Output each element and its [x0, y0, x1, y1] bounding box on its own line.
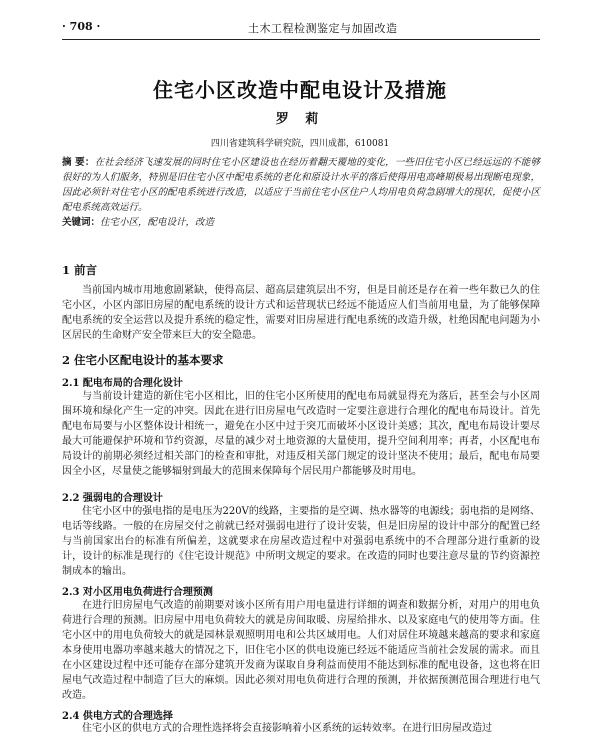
- journal-name: 土木工程检测鉴定与加固改造: [248, 22, 398, 35]
- subsection-heading-2-1: 2.1 配电布局的合理化设计: [62, 378, 183, 389]
- subsection-heading-2-4: 2.4 供电方式的合理选择: [62, 711, 173, 722]
- page-number: · 708 ·: [62, 20, 101, 33]
- subsection-2-3-body: [62, 598, 540, 703]
- paragraph: 住宅小区中的强电指的是电压为220V的线路，主要指的是空调、热水器等的电源线；弱电指的是网络、电话等线路。一般的在房屋交付之前就已经对强弱电进行了设计安装，但是旧房屋的设计中部分的配置已经与当前国家出台的标准有所偏差，这就要求在房屋改造过程中对强弱电系统中的不合理部分进行重新的设计，设计的标准是现行的《住宅设计规范》中所明文规定的要求。在改造的同时也要注意尽量的节约资源控制成本的输出。: [62, 506, 540, 577]
- subsection-heading-2-3: 2.3 对小区用电负荷进行合理预测: [62, 587, 213, 598]
- keywords-text: 住宅小区，配电设计，改造: [100, 217, 215, 228]
- section-heading-1: 1 前言: [62, 263, 98, 277]
- section-heading-2: 2 住宅小区配电设计的基本要求: [62, 353, 224, 367]
- subsection-2-1-body: [62, 389, 540, 479]
- paragraph: 当前国内城市用地愈剧紧缺，使得高层、超高层建筑层出不穷，但是目前还是存在着一些年数已久的住宅小区，小区内部旧房屋的配电系统的设计方式和运营现状已经远不能适应人们当前用电量，为了能够保障配电系统的安全运营以及提升系统的稳定性，需要对旧房屋进行配电系统的改造升级，杜绝因配电问题为小区居民的生命财产安全带来巨大的安全隐患。: [62, 285, 540, 341]
- header-rule: [62, 39, 540, 40]
- paragraph: 在进行旧房屋电气改造的前期要对该小区所有用户用电量进行详细的调查和数据分析，对用户的用电负荷进行合理的预测。旧房屋中用电负荷较大的就是房间取暖、房屋给排水、以及家庭电气的使用等方面。住宅小区中的用电负荷较大的就是园林景观照明用电和公共区域用电。人们对居住环境越来越高的要求和家庭本身使用电器功率越来越大的情况之下，旧住宅小区的供电设施已经远不能适应当前社会发展的需求。而且在小区建设过程中还可能存在部分建筑开发商为谋取自身利益而使用不能达到标准的配电设备，这也将在旧屋电气改造过程中制造了巨大的麻烦。因此必须对用电负荷进行合理的预测，并依据预测范围合理进行电气改造。: [62, 600, 540, 701]
- paragraph: 与当前设计建造的新住宅小区相比，旧的住宅小区所使用的配电布局就显得充为落后，甚至会与小区周围环境和绿化产生一定的冲突。因此在进行旧房屋电气改造时一定要注意进行合理化的配电布局设计。首先配电布局要与小区整体设计相统一，避免在小区中过于突兀而破坏小区设计美感；其次，配电布局设计要尽最大可能避保护环境和节约资源，尽量的减少对土地资源的大量使用，提升空间利用率；再者，小区配电布局设计的前期必须经过相关部门的检查和审批，对违反相关部门规定的设计坚决不使用；最后，配电布局要因全小区，尽量使之能够辐射到最大的范围来保障每个居民用户都能够及时用电。: [62, 391, 540, 477]
- subsection-2-4-body: [62, 721, 540, 736]
- subsection-heading-2-2: 2.2 强弱电的合理设计: [62, 493, 163, 504]
- keywords-label: 关键词：: [62, 217, 101, 228]
- paper-title: 住宅小区改造中配电设计及措施: [153, 78, 447, 102]
- section-1-body: [62, 283, 540, 343]
- author-name: 罗 莉: [275, 112, 325, 127]
- paragraph: 住宅小区的供电方式的合理性选择将会直接影响着小区系统的运转效率。在进行旧房屋改造过: [82, 723, 492, 734]
- abstract-text: 在社会经济飞速发展的同时住宅小区建设也在经历着翻天覆地的变化，一些旧住宅小区已经远远的不能够很好的为人们服务，特别是旧住宅小区中配电系统的老化和原设计水平的落后使得用电高峰期极易出现断电现象，因此必须针对住宅小区的配电系统进行改造，以适应于当前住宅小区住户人均用电负荷急剧增大的现状，促使小区配电系统高效运行。: [62, 157, 540, 213]
- abstract-label: 摘 要：: [62, 157, 95, 168]
- subsection-2-2-body: [62, 504, 540, 579]
- author-affiliation: 四川省建筑科学研究院，四川成都，610081: [210, 139, 390, 149]
- abstract-block: [62, 155, 540, 230]
- running-header: [62, 20, 540, 36]
